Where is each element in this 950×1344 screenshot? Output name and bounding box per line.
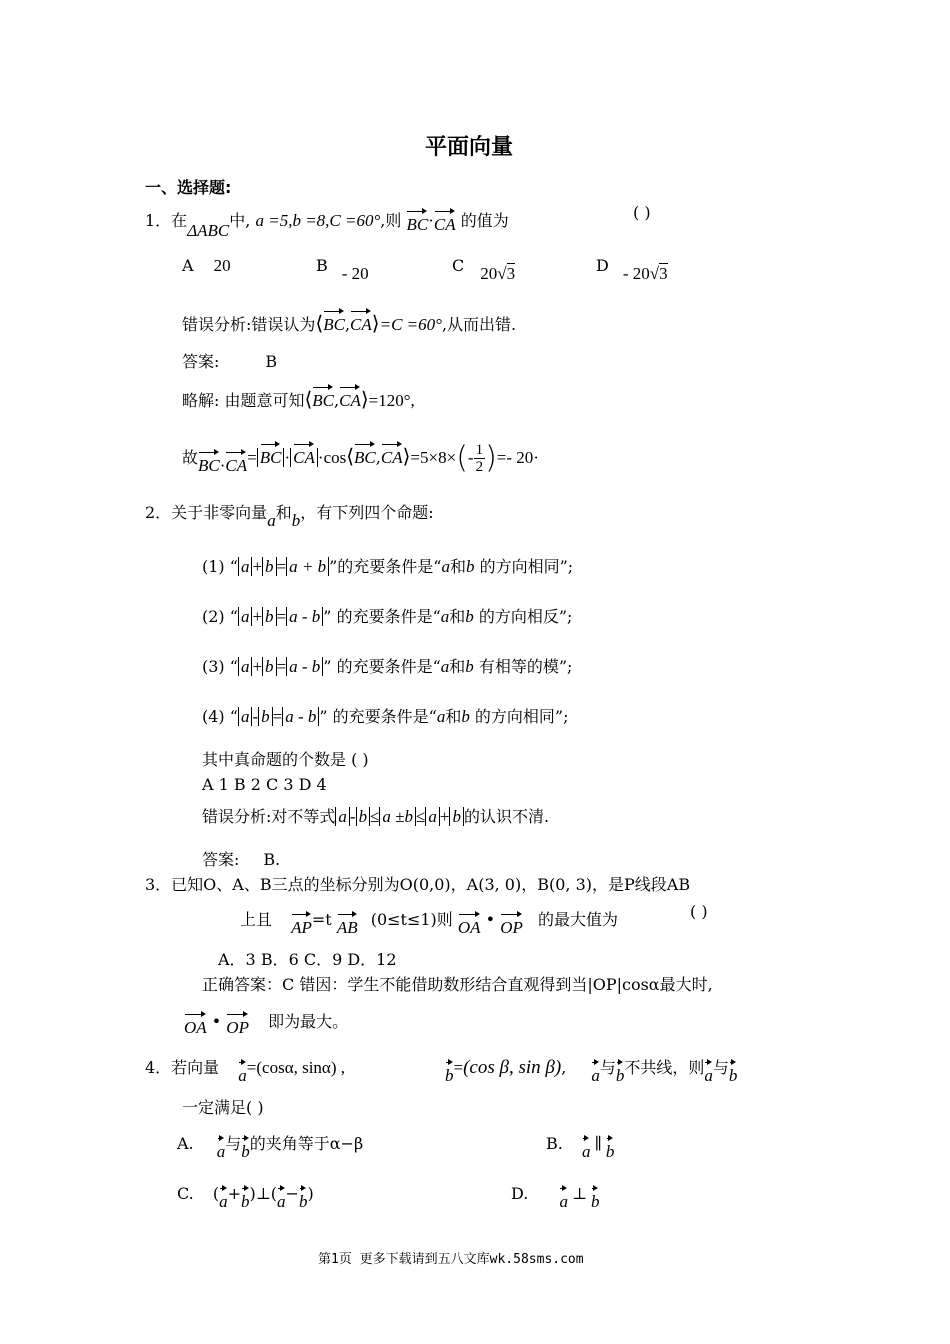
vector-bc: BC [406,207,428,235]
page-footer: 第1页 更多下载请到五八文库wk.58sms.com [318,1252,584,1267]
q4-option-d: D. a ⊥ b [511,1184,600,1211]
q4-option-c: C. (a+b)⊥(a−b) [177,1184,314,1211]
q1-condition: a =5,b =8,C =60° [255,211,381,230]
q1-stem: 1．在ΔABC中, a =5,b =8,C =60°,则 BC·CA 的值为 [145,203,509,231]
vector-ca: CA [434,207,456,235]
q4-stem: 4．若向量 a=(cosα, sinα) , [145,1058,346,1085]
q2-error-analysis: 错误分析:对不等式 a - b ≤ a ±b ≤ a + b 的认识不清. [202,807,550,826]
q1-answer: 答案: B [182,352,278,371]
q2-options: A 1 B 2 C 3 D 4 [202,775,327,794]
page-title: 平面向量 [425,135,514,160]
vector-op: OP [500,910,523,938]
q4-option-b: B. a ∥ b [546,1134,615,1161]
q3-answer-tail: OA • OP 即为最大。 [184,1012,349,1037]
q2-true-count: 其中真命题的个数是 ( ) [202,750,369,769]
q2-answer: 答案: B. [202,850,281,869]
q2-item-1: (1) “ a + b = a + b ”的充要条件是“a和b 的方向相同”; [202,557,574,576]
q3-stem: 3．已知O、A、B三点的坐标分别为O(0,0)，A(3, 0)，B(0, 3)，是P线段AB [145,875,691,894]
q1-option-b: B - 20 [316,256,369,283]
section-heading: 一、选择题: [145,178,232,197]
q4-must-satisfy: 一定满足( ) [182,1098,264,1117]
vector-a: a [238,1058,247,1086]
q2-item-2: (2) “ a + b = a - b ” 的充要条件是“a和b 的方向相反”; [202,607,573,626]
q3-options: A．3 B．6 C．9 D．12 [218,950,397,969]
q2-stem: 2．关于非零向量a和b，有下列四个命题: [145,503,434,530]
vector-oa: OA [458,910,481,938]
q1-solution: 略解: 由题意可知⟨BC,CA⟩=120°, [182,383,415,411]
q1-option-d: D - 20√3 [596,256,668,283]
q1-option-a: A 20 [182,256,231,275]
q1-error-analysis: 错误分析:错误认为⟨BC,CA⟩=C =60°,从而出错. [182,307,516,335]
q2-item-4: (4) “ a - b = a - b ” 的充要条件是“a和b 的方向相同”; [202,707,569,726]
triangle-abc: ΔABC [187,221,230,240]
q1-derivation: 故BC·CA= BC · CA ·cos⟨BC,CA⟩=5×8×(- $\frac{1}{2}$ )=- 20· [182,440,539,476]
q1-option-c: C 20√3 [452,256,516,283]
vector-ap: AP [291,910,312,938]
q1-answer-paren: ( ) [633,203,651,222]
q3-answer-paren: ( ) [690,902,708,921]
q2-item-3: (3) “ a + b = a - b ” 的充要条件是“a和b 有相等的模”; [202,657,573,676]
q4-vector-b: b=(cos β, sin β), a与b不共线，则a与b [445,1057,738,1085]
q4-option-a: A. a与b的夹角等于α−β [177,1134,364,1161]
vector-ab: AB [337,910,358,938]
q3-stem-2: 上且 AP=t AB (0≤t≤1)则 OA • OP 的最大值为 [240,910,618,937]
q3-correct-answer: 正确答案：C 错因：学生不能借助数形结合直观得到当|OP|cosα最大时, [202,975,713,994]
